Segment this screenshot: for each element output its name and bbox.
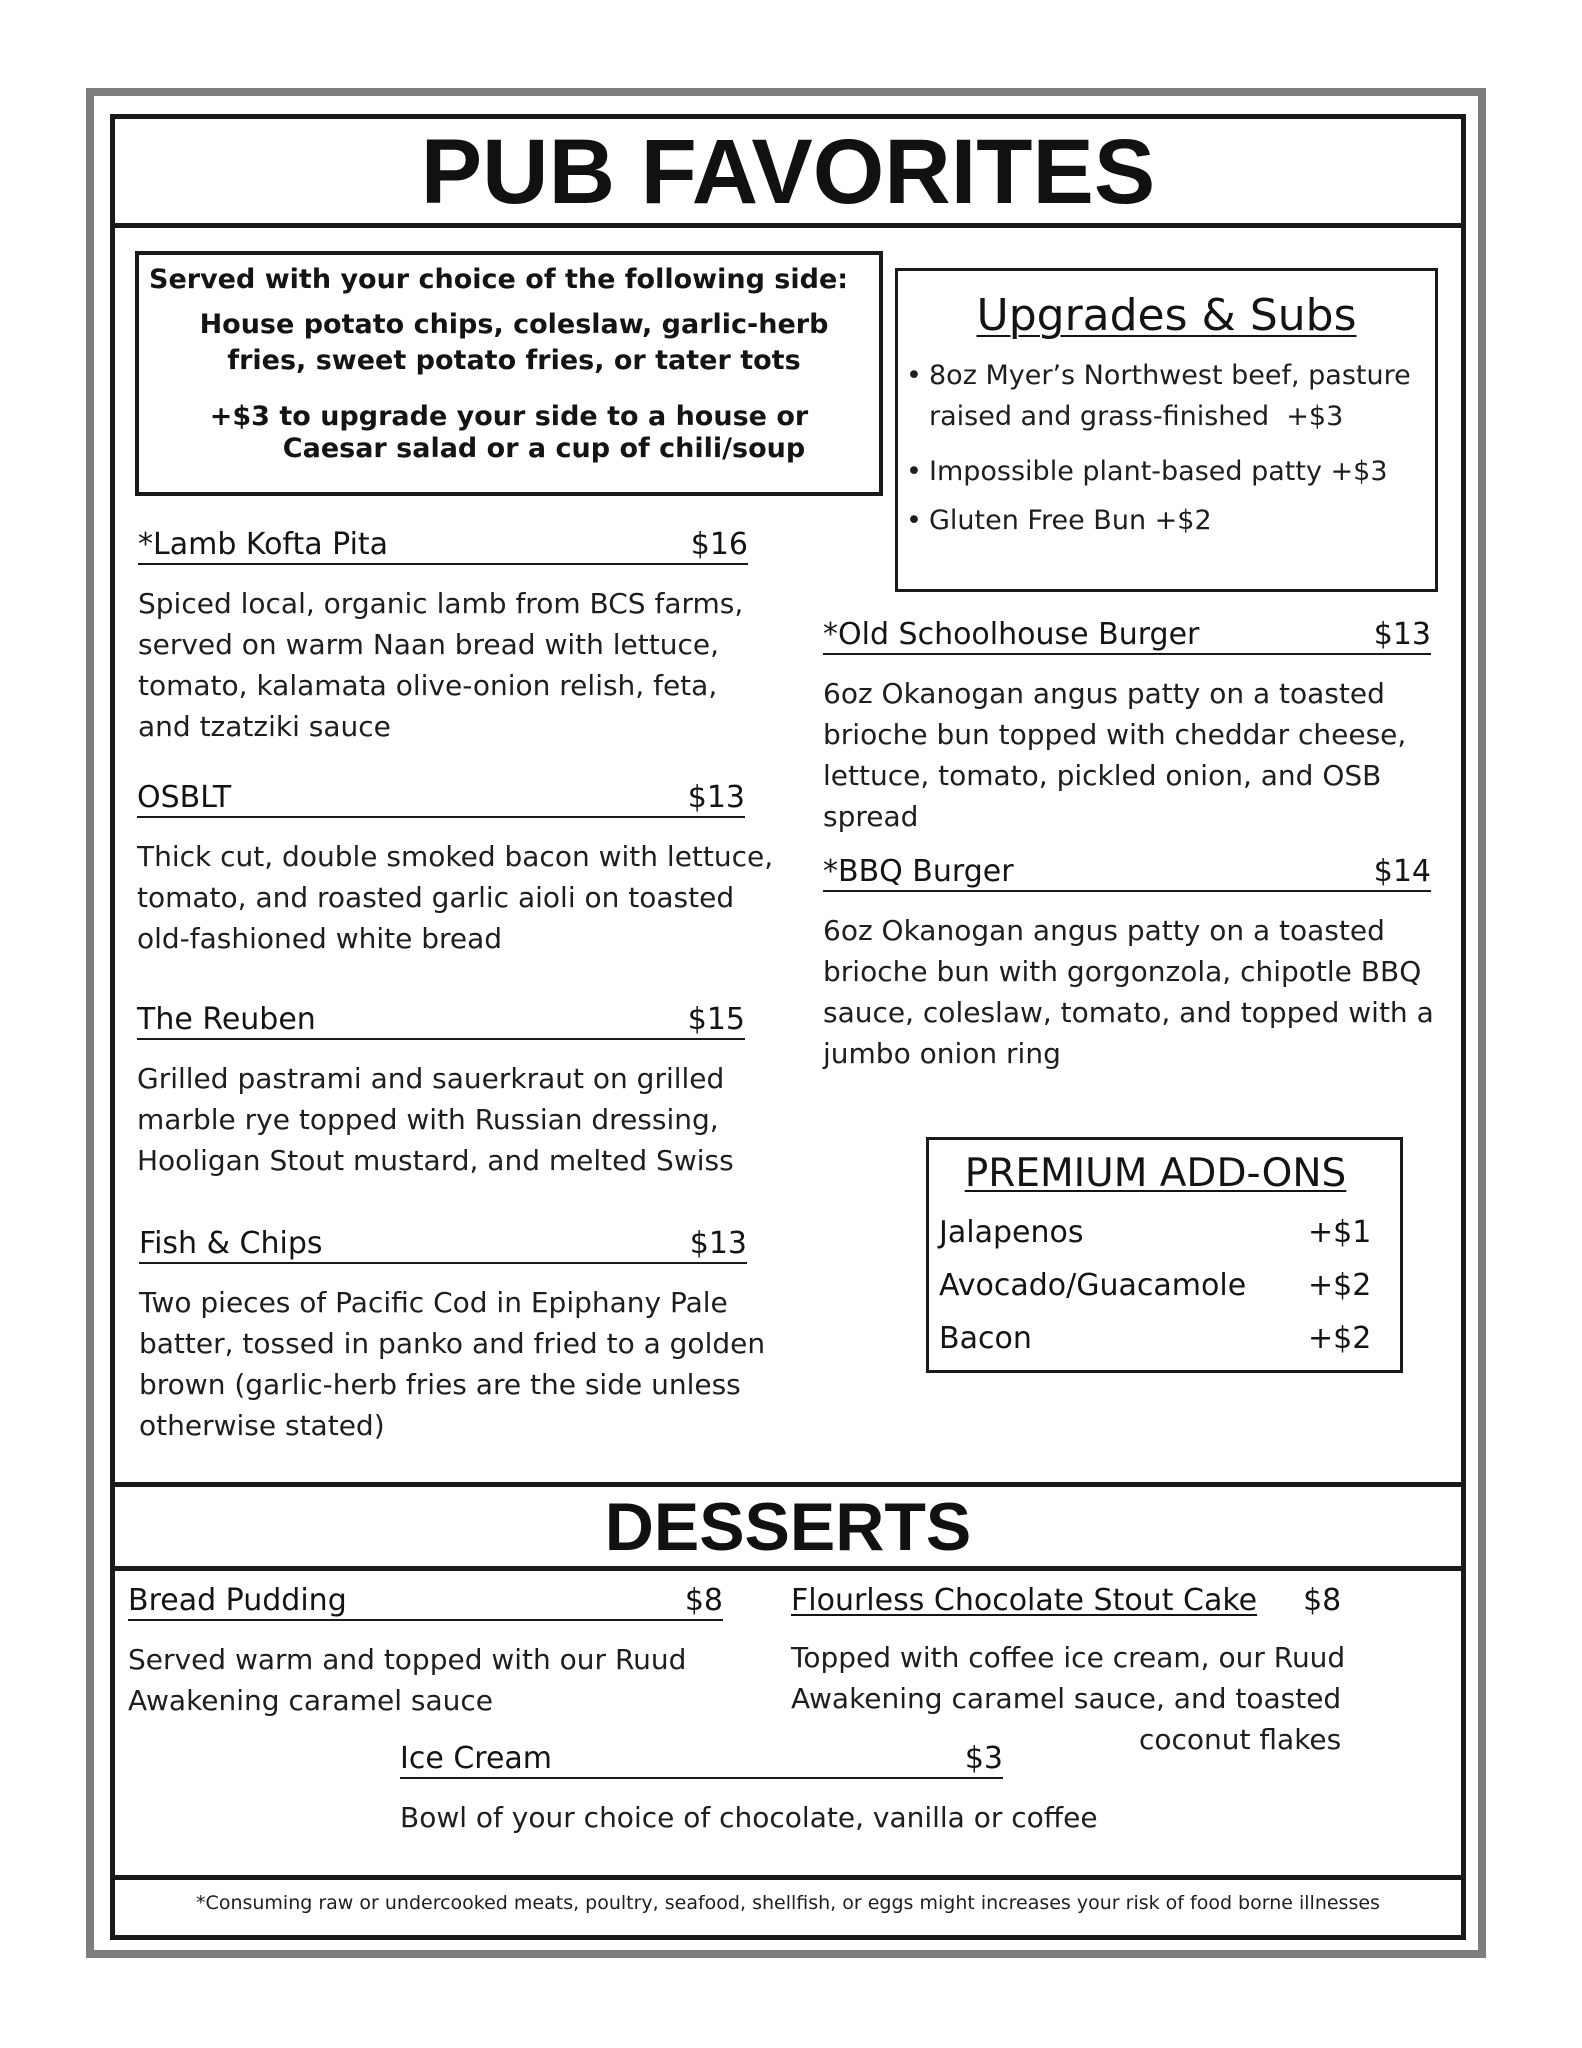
- upgrade-item-text: 8oz Myer’s Northwest beef, pasture raised and grass-finished +$3: [929, 360, 1420, 432]
- addon-price: +$1: [1308, 1215, 1372, 1250]
- item-name: *Old Schoolhouse Burger: [823, 617, 1200, 652]
- item-header: [138, 528, 748, 565]
- side-upgrade-line1: +$3 to upgrade your side to a house or: [209, 401, 809, 432]
- item-name: *BBQ Burger: [823, 854, 1014, 889]
- item-price: $8: [1303, 1583, 1342, 1618]
- menu-item: [139, 1226, 766, 1446]
- menu-item: [138, 528, 748, 747]
- addon-row: [939, 1312, 1372, 1365]
- item-name: Ice Cream: [400, 1741, 553, 1776]
- item-description: Two pieces of Pacific Cod in Epiphany Pale batter, tossed in panko and fried to a golden brown (garlic-herb fries are the side unless otherwise stated): [139, 1286, 766, 1442]
- menu-item: [137, 1003, 745, 1181]
- item-header: [791, 1584, 1386, 1619]
- addon-name: Bacon: [939, 1321, 1032, 1356]
- item-name: Bread Pudding: [128, 1583, 347, 1618]
- item-price: $8: [684, 1583, 723, 1618]
- dessert-item: [791, 1584, 1386, 1760]
- side-upgrade-line2: Caesar salad or a cup of chili/soup: [282, 433, 806, 464]
- item-name: OSBLT: [137, 780, 232, 815]
- item-header: [823, 618, 1431, 655]
- item-header: [128, 1584, 723, 1621]
- item-description: Bowl of your choice of chocolate, vanilla or coffee: [400, 1801, 1098, 1834]
- upgrade-item: [904, 355, 1429, 437]
- dessert-item: [400, 1741, 1098, 1838]
- item-description: Awakening caramel sauce, and toasted: [791, 1682, 1342, 1715]
- item-description: Topped with coffee ice cream, our Ruud: [791, 1641, 1346, 1674]
- addon-row: [939, 1206, 1372, 1259]
- page-title: PUB FAVORITES: [420, 121, 1156, 223]
- item-description: 6oz Okanogan angus patty on a toasted brioche bun topped with cheddar cheese, lettuce, tomato, pickled onion, and OSB spread: [823, 677, 1407, 833]
- sides-options: House potato chips, coleslaw, garlic-herb fries, sweet potato fries, or tater tots: [199, 309, 829, 376]
- item-header: [823, 855, 1431, 892]
- desserts-title: DESSERTS: [604, 1489, 972, 1565]
- addon-price: +$2: [1308, 1321, 1372, 1356]
- item-name: Fish & Chips: [139, 1226, 323, 1261]
- bullet-icon: •: [906, 360, 922, 391]
- item-header: [400, 1742, 1003, 1779]
- item-name: The Reuben: [137, 1002, 316, 1037]
- addons-title: PREMIUM ADD-ONS: [964, 1151, 1347, 1196]
- addon-name: Avocado/Guacamole: [939, 1268, 1247, 1303]
- menu-item: [137, 780, 774, 959]
- item-price: $14: [1373, 854, 1431, 889]
- item-price: $13: [1373, 617, 1431, 652]
- item-header: [139, 1227, 747, 1264]
- item-price: $16: [690, 527, 748, 562]
- upgrade-item: [904, 451, 1429, 492]
- upgrade-item: [904, 500, 1429, 541]
- bullet-icon: •: [906, 505, 922, 536]
- item-description: Thick cut, double smoked bacon with lettuce, tomato, and roasted garlic aioli on toasted old-fashioned white bread: [137, 840, 774, 955]
- divider: [110, 1566, 1466, 1571]
- item-price: $15: [687, 1002, 745, 1037]
- bullet-icon: •: [906, 456, 922, 487]
- addons-box: [926, 1137, 1403, 1373]
- item-price: $13: [687, 780, 745, 815]
- sides-title: Served with your choice of the following side:: [149, 264, 849, 295]
- upgrade-item-text: Gluten Free Bun +$2: [929, 505, 1212, 536]
- upgrades-box: [895, 268, 1438, 592]
- item-description: 6oz Okanogan angus patty on a toasted brioche bun with gorgonzola, chipotle BBQ sauce, coleslaw, tomato, and topped with a jumbo onion ring: [823, 914, 1434, 1070]
- menu-item: [823, 854, 1434, 1074]
- footnote: *Consuming raw or undercooked meats, poultry, seafood, shellfish, or eggs might increases your risk of food borne illnesses: [196, 1892, 1380, 1914]
- item-header: [137, 1003, 745, 1040]
- menu-item: [823, 618, 1431, 837]
- addon-name: Jalapenos: [939, 1215, 1084, 1250]
- item-name: Flourless Chocolate Stout Cake: [791, 1583, 1258, 1618]
- item-price: $13: [689, 1226, 747, 1261]
- item-description: coconut flakes: [1139, 1723, 1342, 1756]
- upgrades-list: [904, 355, 1429, 541]
- divider: [110, 223, 1466, 228]
- upgrades-title: Upgrades & Subs: [976, 290, 1357, 341]
- item-description: Grilled pastrami and sauerkraut on grilled marble rye topped with Russian dressing, Hooligan Stout mustard, and melted Swiss: [137, 1062, 734, 1177]
- addon-price: +$2: [1308, 1268, 1372, 1303]
- sides-box: [135, 251, 883, 496]
- item-name: *Lamb Kofta Pita: [138, 527, 389, 562]
- item-description: Spiced local, organic lamb from BCS farms, served on warm Naan bread with lettuce, tomato, kalamata olive-onion relish, feta, and tzatziki sauce: [138, 587, 744, 743]
- upgrade-item-text: Impossible plant-based patty +$3: [929, 456, 1388, 487]
- item-header: [137, 781, 745, 818]
- divider: [110, 1875, 1466, 1880]
- addon-row: [939, 1259, 1372, 1312]
- dessert-item: [128, 1584, 723, 1721]
- item-price: $3: [964, 1741, 1003, 1776]
- item-description: Served warm and topped with our Ruud Awakening caramel sauce: [128, 1643, 687, 1717]
